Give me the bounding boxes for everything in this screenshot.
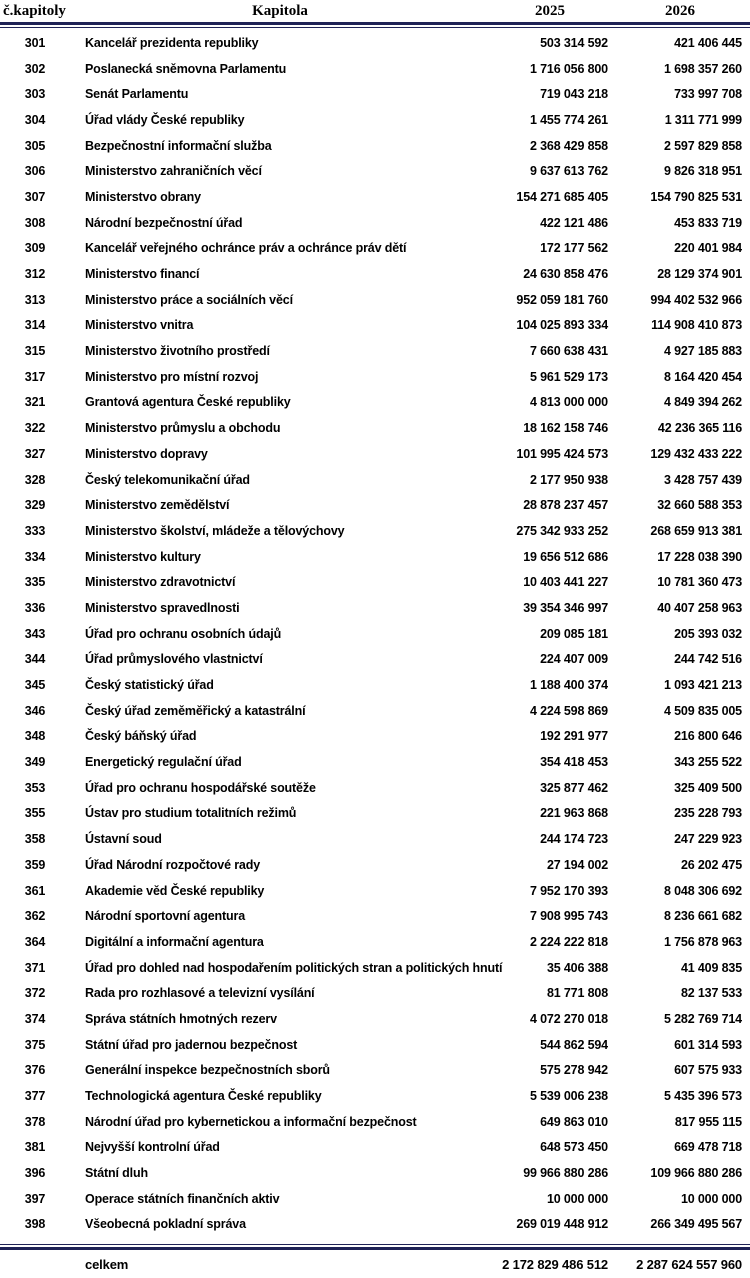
amount-2026-cell: 325 409 500	[674, 780, 742, 795]
chapter-number-cell: 375	[24, 1037, 46, 1052]
chapter-number-cell: 397	[24, 1191, 46, 1206]
chapter-number-cell: 306	[24, 164, 46, 179]
table-row	[0, 903, 750, 929]
chapter-name-cell: Generální inspekce bezpečnostních sborů	[85, 1063, 330, 1078]
header-double-rule	[0, 22, 750, 28]
amount-2026-cell: 109 966 880 286	[650, 1166, 742, 1181]
amount-2025-cell: 104 025 893 334	[516, 318, 608, 333]
amount-2026-cell: 3 428 757 439	[664, 472, 742, 487]
table-row	[0, 338, 750, 364]
table-row	[0, 929, 750, 955]
chapter-name-cell: Ústavní soud	[85, 832, 162, 847]
table-row	[0, 441, 750, 467]
chapter-name-cell: Ministerstvo zemědělství	[85, 498, 230, 513]
amount-2026-cell: 4 509 835 005	[664, 703, 742, 718]
chapter-name-cell: Úřad pro ochranu osobních údajů	[85, 626, 282, 641]
column-header-2025: 2025	[535, 2, 565, 19]
amount-2025-cell: 2 177 950 938	[530, 472, 608, 487]
chapter-number-cell: 301	[24, 35, 46, 50]
chapter-name-cell: Senát Parlamentu	[85, 87, 189, 102]
total-amount-2025: 2 172 829 486 512	[502, 1256, 608, 1272]
table-header-row	[0, 0, 750, 22]
amount-2026-cell: 247 229 923	[674, 832, 742, 847]
amount-2025-cell: 575 278 942	[540, 1063, 608, 1078]
amount-2026-cell: 607 575 933	[674, 1063, 742, 1078]
table-row	[0, 1083, 750, 1109]
amount-2025-cell: 81 771 808	[546, 986, 608, 1001]
chapter-number-cell: 313	[24, 292, 46, 307]
chapter-name-cell: Bezpečnostní informační služba	[85, 138, 272, 153]
table-row	[0, 595, 750, 621]
chapter-number-cell: 317	[24, 369, 46, 384]
chapter-number-cell: 361	[24, 883, 46, 898]
chapter-number-cell: 359	[24, 857, 46, 872]
amount-2025-cell: 27 194 002	[546, 857, 608, 872]
chapter-number-cell: 396	[24, 1166, 46, 1181]
table-row	[0, 672, 750, 698]
chapter-number-cell: 303	[24, 87, 46, 102]
amount-2025-cell: 325 877 462	[540, 780, 608, 795]
chapter-name-cell: Český úřad zeměměřický a katastrální	[85, 703, 306, 718]
amount-2025-cell: 209 085 181	[540, 626, 608, 641]
chapter-name-cell: Ministerstvo dopravy	[85, 446, 208, 461]
amount-2025-cell: 4 224 598 869	[530, 703, 608, 718]
table-row	[0, 647, 750, 673]
chapter-name-cell: Ministerstvo práce a sociálních věcí	[85, 292, 293, 307]
amount-2026-cell: 343 255 522	[674, 755, 742, 770]
total-label: celkem	[85, 1256, 129, 1272]
amount-2026-cell: 8 236 661 682	[664, 909, 742, 924]
amount-2026-cell: 17 228 038 390	[657, 549, 742, 564]
chapter-name-cell: Český statistický úřad	[85, 678, 214, 693]
chapter-name-cell: Ministerstvo pro místní rozvoj	[85, 369, 259, 384]
chapter-number-cell: 312	[24, 267, 46, 282]
amount-2026-cell: 40 407 258 963	[657, 600, 742, 615]
amount-2025-cell: 101 995 424 573	[516, 446, 608, 461]
amount-2025-cell: 7 660 638 431	[530, 344, 608, 359]
chapter-number-cell: 345	[24, 678, 46, 693]
chapter-number-cell: 334	[24, 549, 46, 564]
chapter-number-cell: 304	[24, 112, 46, 127]
amount-2025-cell: 719 043 218	[540, 87, 608, 102]
chapter-name-cell: Akademie věd České republiky	[85, 883, 265, 898]
amount-2025-cell: 275 342 933 252	[516, 523, 608, 538]
chapter-number-cell: 305	[24, 138, 46, 153]
chapter-name-cell: Státní dluh	[85, 1166, 148, 1181]
table-row	[0, 30, 750, 56]
amount-2025-cell: 5 539 006 238	[530, 1089, 608, 1104]
amount-2026-cell: 733 997 708	[674, 87, 742, 102]
amount-2025-cell: 18 162 158 746	[523, 421, 608, 436]
chapter-name-cell: Ministerstvo vnitra	[85, 318, 194, 333]
chapter-number-cell: 343	[24, 626, 46, 641]
amount-2025-cell: 7 908 995 743	[530, 909, 608, 924]
amount-2025-cell: 224 407 009	[540, 652, 608, 667]
amount-2025-cell: 503 314 592	[540, 35, 608, 50]
amount-2026-cell: 1 756 878 963	[664, 934, 742, 949]
table-row	[0, 236, 750, 262]
table-row	[0, 621, 750, 647]
amount-2026-cell: 5 282 769 714	[664, 1011, 742, 1026]
chapter-name-cell: Ministerstvo zdravotnictví	[85, 575, 236, 590]
chapter-name-cell: Ministerstvo kultury	[85, 549, 201, 564]
chapter-number-cell: 315	[24, 344, 46, 359]
amount-2025-cell: 422 121 486	[540, 215, 608, 230]
amount-2026-cell: 8 164 420 454	[664, 369, 742, 384]
amount-2026-cell: 268 659 913 381	[650, 523, 742, 538]
chapter-number-cell: 378	[24, 1114, 46, 1129]
chapter-name-cell: Národní sportovní agentura	[85, 909, 246, 924]
chapter-name-cell: Nejvyšší kontrolní úřad	[85, 1140, 220, 1155]
table-row	[0, 261, 750, 287]
table-row	[0, 492, 750, 518]
amount-2025-cell: 39 354 346 997	[523, 600, 608, 615]
amount-2025-cell: 7 952 170 393	[530, 883, 608, 898]
chapter-number-cell: 377	[24, 1089, 46, 1104]
table-row	[0, 1160, 750, 1186]
chapter-number-cell: 398	[24, 1217, 46, 1232]
table-row	[0, 1058, 750, 1084]
chapter-name-cell: Správa státních hmotných rezerv	[85, 1011, 277, 1026]
amount-2025-cell: 192 291 977	[540, 729, 608, 744]
amount-2025-cell: 4 813 000 000	[530, 395, 608, 410]
amount-2026-cell: 82 137 533	[680, 986, 742, 1001]
amount-2026-cell: 129 432 433 222	[650, 446, 742, 461]
chapter-number-cell: 314	[24, 318, 46, 333]
chapter-name-cell: Ministerstvo financí	[85, 267, 200, 282]
total-row	[0, 1250, 750, 1278]
table-row	[0, 775, 750, 801]
table-row	[0, 364, 750, 390]
amount-2025-cell: 269 019 448 912	[516, 1217, 608, 1232]
chapter-number-cell: 346	[24, 703, 46, 718]
amount-2026-cell: 26 202 475	[680, 857, 742, 872]
amount-2026-cell: 1 093 421 213	[664, 678, 742, 693]
table-row	[0, 56, 750, 82]
chapter-number-cell: 362	[24, 909, 46, 924]
table-row	[0, 1186, 750, 1212]
amount-2025-cell: 354 418 453	[540, 755, 608, 770]
amount-2025-cell: 952 059 181 760	[516, 292, 608, 307]
chapter-name-cell: Operace státních finančních aktiv	[85, 1191, 280, 1206]
table-row	[0, 107, 750, 133]
amount-2025-cell: 19 656 512 686	[523, 549, 608, 564]
table-row	[0, 158, 750, 184]
table-row	[0, 852, 750, 878]
amount-2026-cell: 2 597 829 858	[664, 138, 742, 153]
amount-2026-cell: 10 000 000	[680, 1191, 742, 1206]
chapter-name-cell: Ministerstvo spravedlnosti	[85, 600, 240, 615]
chapter-number-cell: 333	[24, 523, 46, 538]
amount-2026-cell: 114 908 410 873	[651, 318, 742, 333]
amount-2025-cell: 544 862 594	[540, 1037, 608, 1052]
chapter-number-cell: 374	[24, 1011, 46, 1026]
table-row	[0, 1135, 750, 1161]
chapter-number-cell: 348	[24, 729, 46, 744]
chapter-name-cell: Státní úřad pro jadernou bezpečnost	[85, 1037, 298, 1052]
amount-2026-cell: 1 698 357 260	[664, 61, 742, 76]
amount-2026-cell: 220 401 984	[674, 241, 742, 256]
amount-2025-cell: 10 403 441 227	[523, 575, 608, 590]
table-row	[0, 980, 750, 1006]
chapter-number-cell: 335	[24, 575, 46, 590]
chapter-name-cell: Grantová agentura České republiky	[85, 395, 291, 410]
chapter-name-cell: Národní úřad pro kybernetickou a informační bezpečnost	[85, 1114, 417, 1129]
table-row	[0, 287, 750, 313]
chapter-name-cell: Úřad průmyslového vlastnictví	[85, 652, 263, 667]
amount-2026-cell: 41 409 835	[680, 960, 742, 975]
chapter-name-cell: Ministerstvo životního prostředí	[85, 344, 270, 359]
amount-2025-cell: 10 000 000	[546, 1191, 608, 1206]
table-row	[0, 133, 750, 159]
chapter-number-cell: 308	[24, 215, 46, 230]
chapter-name-cell: Ministerstvo školství, mládeže a tělovýchovy	[85, 523, 345, 538]
table-row	[0, 415, 750, 441]
chapter-name-cell: Český telekomunikační úřad	[85, 472, 250, 487]
table-row	[0, 1032, 750, 1058]
amount-2026-cell: 205 393 032	[674, 626, 742, 641]
amount-2025-cell: 28 878 237 457	[523, 498, 608, 513]
amount-2025-cell: 649 863 010	[540, 1114, 608, 1129]
amount-2026-cell: 8 048 306 692	[664, 883, 742, 898]
amount-2026-cell: 216 800 646	[674, 729, 742, 744]
chapter-number-cell: 364	[24, 934, 46, 949]
chapter-name-cell: Český báňský úřad	[85, 729, 197, 744]
chapter-name-cell: Energetický regulační úřad	[85, 755, 242, 770]
amount-2026-cell: 32 660 588 353	[657, 498, 742, 513]
table-body	[0, 30, 750, 1237]
chapter-number-cell: 328	[24, 472, 46, 487]
chapter-name-cell: Rada pro rozhlasové a televizní vysílání	[85, 986, 315, 1001]
chapter-number-cell: 371	[24, 960, 46, 975]
table-row	[0, 81, 750, 107]
amount-2026-cell: 28 129 374 901	[657, 267, 742, 282]
amount-2026-cell: 453 833 719	[674, 215, 742, 230]
amount-2026-cell: 235 228 793	[674, 806, 742, 821]
amount-2026-cell: 1 311 771 999	[664, 112, 742, 127]
table-row	[0, 544, 750, 570]
table-row	[0, 210, 750, 236]
chapter-number-cell: 381	[24, 1140, 46, 1155]
chapter-name-cell: Úřad Národní rozpočtové rady	[85, 857, 260, 872]
amount-2026-cell: 10 781 360 473	[657, 575, 742, 590]
amount-2026-cell: 994 402 532 966	[650, 292, 742, 307]
chapter-number-cell: 307	[24, 189, 46, 204]
table-row	[0, 1109, 750, 1135]
chapter-name-cell: Ministerstvo zahraničních věcí	[85, 164, 262, 179]
table-row	[0, 724, 750, 750]
chapter-name-cell: Poslanecká sněmovna Parlamentu	[85, 61, 287, 76]
chapter-number-cell: 321	[24, 395, 46, 410]
chapter-number-cell: 322	[24, 421, 46, 436]
chapter-name-cell: Úřad pro dohled nad hospodařením politických stran a politických hnutí	[85, 960, 503, 975]
chapter-name-cell: Všeobecná pokladní správa	[85, 1217, 246, 1232]
amount-2026-cell: 601 314 593	[674, 1037, 742, 1052]
chapter-name-cell: Národní bezpečnostní úřad	[85, 215, 243, 230]
amount-2026-cell: 5 435 396 573	[664, 1089, 742, 1104]
amount-2026-cell: 817 955 115	[674, 1114, 742, 1129]
chapter-number-cell: 376	[24, 1063, 46, 1078]
amount-2025-cell: 1 716 056 800	[530, 61, 608, 76]
chapter-name-cell: Digitální a informační agentura	[85, 934, 264, 949]
table-row	[0, 1212, 750, 1238]
chapter-number-cell: 336	[24, 600, 46, 615]
chapter-name-cell: Úřad pro ochranu hospodářské soutěže	[85, 780, 316, 795]
chapter-number-cell: 344	[24, 652, 46, 667]
amount-2025-cell: 5 961 529 173	[530, 369, 608, 384]
table-row	[0, 569, 750, 595]
amount-2025-cell: 1 188 400 374	[530, 678, 608, 693]
chapter-number-cell: 302	[24, 61, 46, 76]
chapter-number-cell: 327	[24, 446, 46, 461]
amount-2025-cell: 9 637 613 762	[530, 164, 608, 179]
chapter-name-cell: Ministerstvo průmyslu a obchodu	[85, 421, 281, 436]
amount-2026-cell: 4 927 185 883	[664, 344, 742, 359]
amount-2025-cell: 244 174 723	[540, 832, 608, 847]
amount-2025-cell: 154 271 685 405	[516, 189, 608, 204]
chapter-number-cell: 358	[24, 832, 46, 847]
chapter-number-cell: 349	[24, 755, 46, 770]
amount-2025-cell: 172 177 562	[540, 241, 608, 256]
amount-2026-cell: 42 236 365 116	[657, 421, 742, 436]
amount-2026-cell: 266 349 495 567	[650, 1217, 742, 1232]
amount-2026-cell: 154 790 825 531	[650, 189, 742, 204]
table-row	[0, 698, 750, 724]
chapter-name-cell: Ústav pro studium totalitních režimů	[85, 806, 297, 821]
amount-2025-cell: 221 963 868	[540, 806, 608, 821]
amount-2026-cell: 244 742 516	[674, 652, 742, 667]
column-header-2026: 2026	[665, 2, 695, 19]
table-row	[0, 749, 750, 775]
table-row	[0, 518, 750, 544]
chapter-number-cell: 353	[24, 780, 46, 795]
table-row	[0, 467, 750, 493]
table-row	[0, 955, 750, 981]
amount-2025-cell: 24 630 858 476	[523, 267, 608, 282]
chapter-name-cell: Kancelář prezidenta republiky	[85, 35, 259, 50]
chapter-number-cell: 329	[24, 498, 46, 513]
table-row	[0, 826, 750, 852]
chapter-name-cell: Technologická agentura České republiky	[85, 1089, 322, 1104]
chapter-name-cell: Ministerstvo obrany	[85, 189, 201, 204]
table-row	[0, 184, 750, 210]
amount-2025-cell: 1 455 774 261	[530, 112, 608, 127]
amount-2026-cell: 421 406 445	[674, 35, 742, 50]
chapter-number-cell: 355	[24, 806, 46, 821]
table-row	[0, 1006, 750, 1032]
amount-2025-cell: 4 072 270 018	[530, 1011, 608, 1026]
chapter-number-cell: 309	[24, 241, 46, 256]
amount-2026-cell: 9 826 318 951	[664, 164, 742, 179]
column-header-chapter-name: Kapitola	[252, 2, 308, 19]
amount-2025-cell: 2 368 429 858	[530, 138, 608, 153]
table-row	[0, 390, 750, 416]
table-row	[0, 801, 750, 827]
amount-2025-cell: 648 573 450	[540, 1140, 608, 1155]
table-row	[0, 878, 750, 904]
amount-2025-cell: 2 224 222 818	[530, 934, 608, 949]
amount-2025-cell: 99 966 880 286	[523, 1166, 608, 1181]
column-header-chapter-number: č.kapitoly	[3, 2, 66, 19]
chapter-name-cell: Úřad vlády České republiky	[85, 112, 245, 127]
table-row	[0, 313, 750, 339]
amount-2026-cell: 669 478 718	[674, 1140, 742, 1155]
amount-2026-cell: 4 849 394 262	[664, 395, 742, 410]
chapter-number-cell: 372	[24, 986, 46, 1001]
chapter-name-cell: Kancelář veřejného ochránce práv a ochránce práv dětí	[85, 241, 407, 256]
amount-2025-cell: 35 406 388	[546, 960, 608, 975]
total-amount-2026: 2 287 624 557 960	[636, 1256, 742, 1272]
